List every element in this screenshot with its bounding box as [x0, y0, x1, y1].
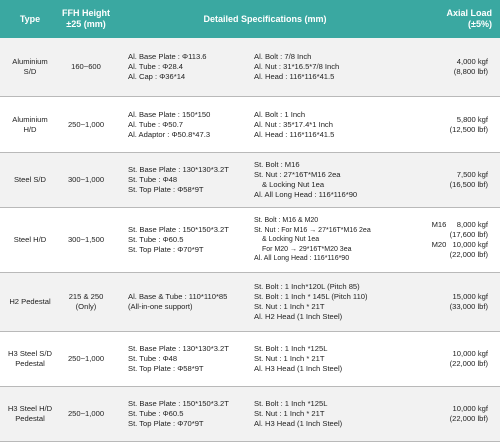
spec-line: St. Bolt : M16 & M20 [254, 217, 319, 225]
spec-line: St. Nut : 27*16T*M16 2ea [254, 170, 341, 179]
cell-spec-right [248, 160, 418, 200]
cell-type [0, 115, 60, 135]
spec-line: Al. Tube : Φ28.4 [128, 62, 184, 71]
height-text: (Only) [75, 302, 97, 311]
height-text: 250~1,000 [67, 409, 105, 418]
header-load-line1: Axial Load [446, 8, 492, 18]
header-height-line2: ±25 (mm) [66, 19, 106, 29]
table-row [0, 153, 500, 208]
header-load [418, 8, 500, 30]
height-text: 250~1,000 [67, 354, 105, 363]
spec-line: Al. Tube : Φ50.7 [128, 119, 184, 129]
cell-load [418, 220, 500, 260]
table-row [0, 332, 500, 387]
load-text: (22,000 lbf) [449, 359, 488, 368]
spec-line: St. Nut : 1 Inch * 21T [254, 354, 325, 363]
cell-spec-left [112, 292, 248, 312]
spec-line: St. Base Plate : 150*150*3.2T [128, 399, 229, 408]
load-value: 10,000 kgf [452, 240, 488, 249]
load-text: (12,500 lbf) [449, 124, 488, 134]
table-header [0, 0, 500, 38]
cell-spec-left [112, 52, 248, 82]
load-tag: M20 [431, 240, 447, 249]
spec-line: Al. H3 Head (1 Inch Steel) [254, 419, 343, 428]
cell-height [60, 235, 112, 245]
table-body [0, 38, 500, 442]
load-tag: M16 [431, 220, 447, 229]
cell-type [0, 349, 60, 369]
spec-line: St. Tube : Φ60.5 [128, 235, 184, 244]
cell-type [0, 235, 60, 245]
type-text: H3 Steel S/D [8, 349, 52, 358]
spec-line: St. Top Plate : Φ58*9T [128, 185, 204, 194]
load-text: 4,000 kgf [456, 57, 488, 66]
spec-line: St. Bolt : 1 Inch*120L (Pitch 85) [254, 282, 360, 291]
spec-line: St. Nut : For M16 → 27*16T*M16 2ea [254, 226, 371, 234]
load-text: (8,800 lbf) [453, 67, 488, 76]
load-text: 15,000 kgf [452, 292, 488, 301]
spec-line: & Locking Nut 1ea [262, 236, 320, 244]
type-text: H2 Pedestal [9, 297, 51, 306]
spec-line: Al. Nut : 31*16.5*7/8 Inch [254, 62, 340, 71]
load-values [450, 220, 488, 240]
type-text: Steel S/D [13, 175, 47, 184]
load-sub: (22,000 lbf) [449, 250, 488, 259]
spec-line: St. Top Plate : Φ70*9T [128, 419, 204, 428]
spec-line: Al. H2 Head (1 Inch Steel) [254, 312, 343, 321]
type-text: S/D [23, 67, 37, 76]
cell-load [418, 404, 500, 424]
header-height [60, 8, 112, 30]
spec-line: St. Bolt : 1 Inch *125L [254, 344, 328, 353]
spec-line: St. Bolt : M16 [254, 160, 300, 169]
type-text: Aluminium [12, 57, 48, 66]
cell-type [0, 404, 60, 424]
cell-height [60, 354, 112, 364]
type-text: H3 Steel H/D [7, 404, 53, 413]
cell-spec-left [112, 165, 248, 195]
height-text: 215 & 250 [68, 292, 104, 301]
spec-line: Al. Bolt : 1 Inch [254, 109, 306, 119]
type-text: Pedestal [15, 359, 45, 368]
cell-load [418, 170, 500, 190]
cell-height [60, 62, 112, 72]
load-sub: (17,600 lbf) [449, 230, 488, 239]
load-text: (22,000 lbf) [449, 414, 488, 423]
cell-load [418, 292, 500, 312]
load-values [450, 240, 488, 260]
cell-spec-right [248, 344, 418, 374]
spec-line: Al. Bolt : 7/8 Inch [254, 52, 312, 61]
spec-line: St. Top Plate : Φ70*9T [128, 245, 204, 254]
load-value: 8,000 kgf [456, 220, 488, 229]
cell-spec-left [112, 399, 248, 429]
load-text: 7,500 kgf [456, 170, 488, 179]
spec-line: Al. Head : 116*116*41.5 [254, 72, 335, 81]
spec-line: St. Tube : Φ48 [128, 175, 178, 184]
spec-line: St. Tube : Φ60.5 [128, 409, 184, 418]
load-text: 10,000 kgf [452, 349, 488, 358]
height-text: 160~600 [71, 62, 101, 71]
load-group [418, 240, 488, 260]
header-load-line2: (±5%) [468, 19, 492, 29]
cell-spec-right [248, 52, 418, 82]
spec-line: St. Top Plate : Φ58*9T [128, 364, 204, 373]
spec-line: Al. Base & Tube : 110*110*85 [128, 292, 228, 301]
spec-line: St. Tube : Φ48 [128, 354, 178, 363]
spec-line: Al. Base Plate : Φ113.6 [128, 52, 207, 61]
cell-height [60, 409, 112, 419]
table-row [0, 97, 500, 153]
spec-line: St. Nut : 1 Inch * 21T [254, 302, 325, 311]
load-group [418, 220, 488, 240]
type-text: Steel H/D [13, 235, 47, 244]
spec-line: (All-in-one support) [128, 302, 193, 311]
spec-line: St. Base Plate : 130*130*3.2T [128, 165, 229, 174]
load-text: 10,000 kgf [452, 404, 488, 413]
header-specs: Detailed Specifications (mm) [203, 14, 327, 24]
spec-line: Al. All Long Head : 116*116*90 [254, 255, 350, 263]
spec-line: Al. All Long Head : 116*116*90 [254, 190, 358, 199]
cell-type [0, 175, 60, 185]
spec-line: Al. Cap : Φ36*14 [128, 72, 186, 81]
spec-line: St. Bolt : 1 Inch * 145L (Pitch 110) [254, 292, 368, 301]
load-text: (33,000 lbf) [449, 302, 488, 311]
spec-line: Al. Nut : 35*17.4*1 Inch [254, 119, 333, 129]
spec-line: Al. Head : 116*116*41.5 [254, 129, 335, 139]
cell-spec-right [248, 216, 418, 264]
cell-spec-right [248, 399, 418, 429]
spec-line: St. Nut : 1 Inch * 21T [254, 409, 325, 418]
cell-load [418, 57, 500, 77]
spec-line: Al. Adaptor : Φ50.8*47.3 [128, 129, 211, 139]
header-type: Type [19, 14, 41, 24]
cell-load [418, 115, 500, 135]
cell-spec-left [112, 344, 248, 374]
spec-line: St. Base Plate : 130*130*3.2T [128, 344, 229, 353]
load-text: (16,500 lbf) [449, 180, 488, 189]
spec-line: & Locking Nut 1ea [262, 180, 325, 189]
cell-height [60, 292, 112, 312]
table-row [0, 273, 500, 332]
height-text: 300~1,000 [67, 175, 105, 184]
spec-line: For M20 → 29*16T*M20 3ea [262, 245, 352, 253]
height-text: 300~1,500 [67, 235, 105, 244]
cell-spec-right [248, 110, 418, 140]
cell-type [0, 297, 60, 307]
cell-spec-right [248, 282, 418, 322]
cell-type [0, 57, 60, 77]
cell-load [418, 349, 500, 369]
spec-line: Al. Base Plate : 150*150 [128, 109, 211, 119]
cell-spec-left [112, 110, 248, 140]
spec-line: St. Base Plate : 150*150*3.2T [128, 225, 229, 234]
table-row [0, 387, 500, 442]
spec-line: Al. H3 Head (1 Inch Steel) [254, 364, 343, 373]
type-text: Pedestal [15, 414, 45, 423]
type-text: H/D [23, 124, 37, 134]
height-text: 250~1,000 [67, 119, 105, 129]
cell-height [60, 175, 112, 185]
spec-line: St. Bolt : 1 Inch *125L [254, 399, 328, 408]
cell-spec-left [112, 225, 248, 255]
table-row [0, 38, 500, 97]
header-height-line1: FFH Height [62, 8, 110, 18]
cell-height [60, 120, 112, 130]
load-text: 5,800 kgf [456, 114, 488, 124]
type-text: Aluminium [12, 114, 48, 124]
table-row [0, 208, 500, 273]
